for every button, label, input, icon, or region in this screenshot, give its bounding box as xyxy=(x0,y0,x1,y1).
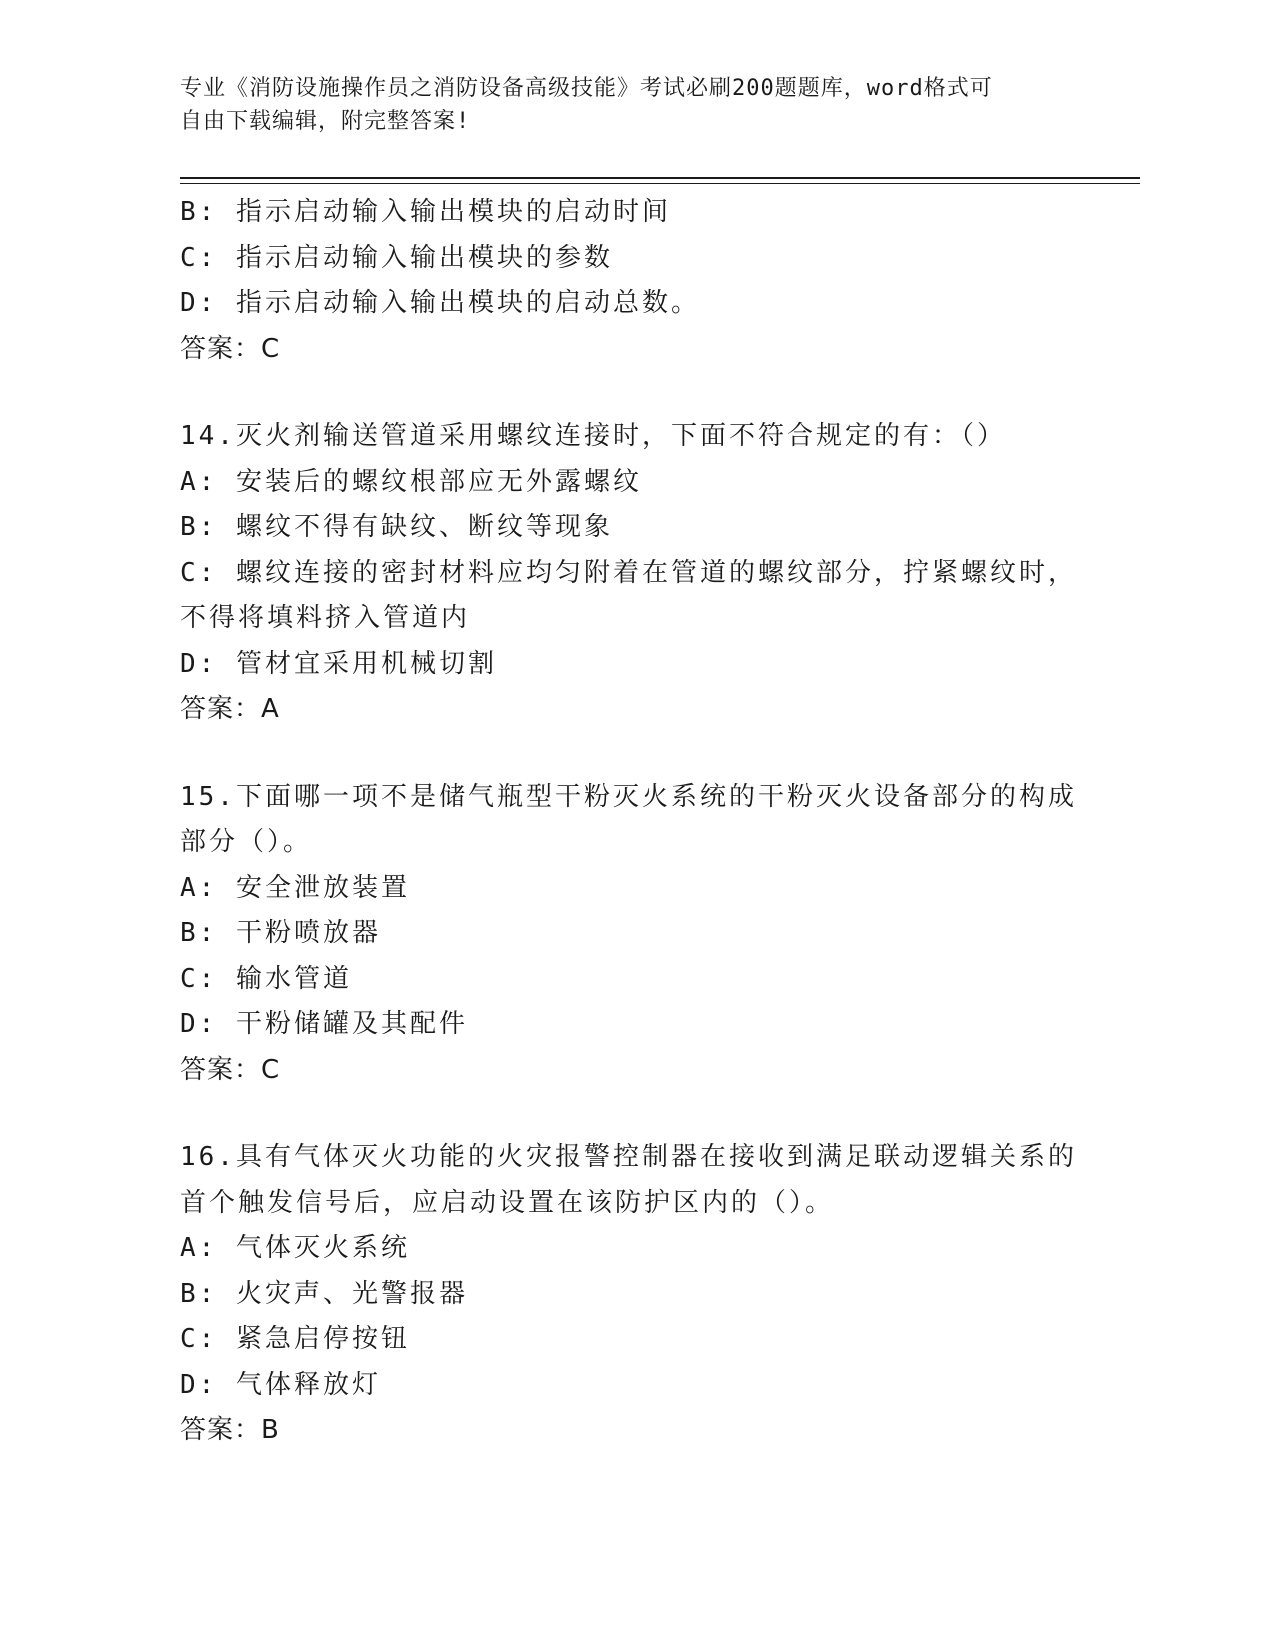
option-b: B: 火灾声、光警报器 xyxy=(180,1278,468,1309)
answer-line: 答案：C xyxy=(180,333,281,364)
option-d: D: 干粉储罐及其配件 xyxy=(180,1009,468,1039)
answer-line: 答案：C xyxy=(180,1054,281,1085)
option-b: B: 干粉喷放器 xyxy=(180,918,381,948)
option-a: A: 安全泄放装置 xyxy=(180,872,410,903)
question-text-continued: 部分（）。 xyxy=(180,827,313,857)
question-15 xyxy=(180,775,1080,1094)
option-b: B: 指示启动输入输出模块的启动时间 xyxy=(180,197,671,227)
header-line-1: 专业《消防设施操作员之消防设备高级技能》考试必刷200题题库，word格式可 xyxy=(180,76,993,101)
question-text: 14.灭火剂输送管道采用螺纹连接时，下面不符合规定的有：（） xyxy=(180,421,1006,451)
option-c: C: 指示启动输入输出模块的参数 xyxy=(180,242,613,273)
option-d: D: 管材宜采用机械切割 xyxy=(180,648,497,679)
option-c: C: 输水管道 xyxy=(180,963,352,994)
question-text-continued: 首个触发信号后，应启动设置在该防护区内的（）。 xyxy=(180,1187,835,1218)
header-divider-thin xyxy=(180,183,1140,184)
option-c: C: 螺纹连接的密封材料应均匀附着在管道的螺纹部分，拧紧螺纹时， xyxy=(180,557,1077,588)
header-divider-thick xyxy=(180,177,1140,179)
question-16 xyxy=(180,1135,1080,1454)
question-content xyxy=(180,190,1080,1454)
option-d: D: 指示启动输入输出模块的启动总数。 xyxy=(180,288,700,318)
option-d: D: 气体释放灯 xyxy=(180,1369,381,1400)
option-c-continued: 不得将填料挤入管道内 xyxy=(180,603,471,633)
continued-question xyxy=(180,190,1080,372)
question-text: 15.下面哪一项不是储气瓶型干粉灭火系统的干粉灭火设备部分的构成 xyxy=(180,781,1077,812)
answer-line: 答案：A xyxy=(180,694,280,724)
header-line-2: 自由下载编辑，附完整答案! xyxy=(180,109,471,134)
option-a: A: 安装后的螺纹根部应无外露螺纹 xyxy=(180,466,642,497)
question-text: 16.具有气体灭火功能的火灾报警控制器在接收到满足联动逻辑关系的 xyxy=(180,1142,1077,1172)
question-14 xyxy=(180,414,1080,733)
option-b: B: 螺纹不得有缺纹、断纹等现象 xyxy=(180,512,613,542)
option-c: C: 紧急启停按钮 xyxy=(180,1324,410,1354)
answer-line: 答案：B xyxy=(180,1415,280,1445)
option-a: A: 气体灭火系统 xyxy=(180,1233,410,1263)
document-header xyxy=(180,72,1060,138)
